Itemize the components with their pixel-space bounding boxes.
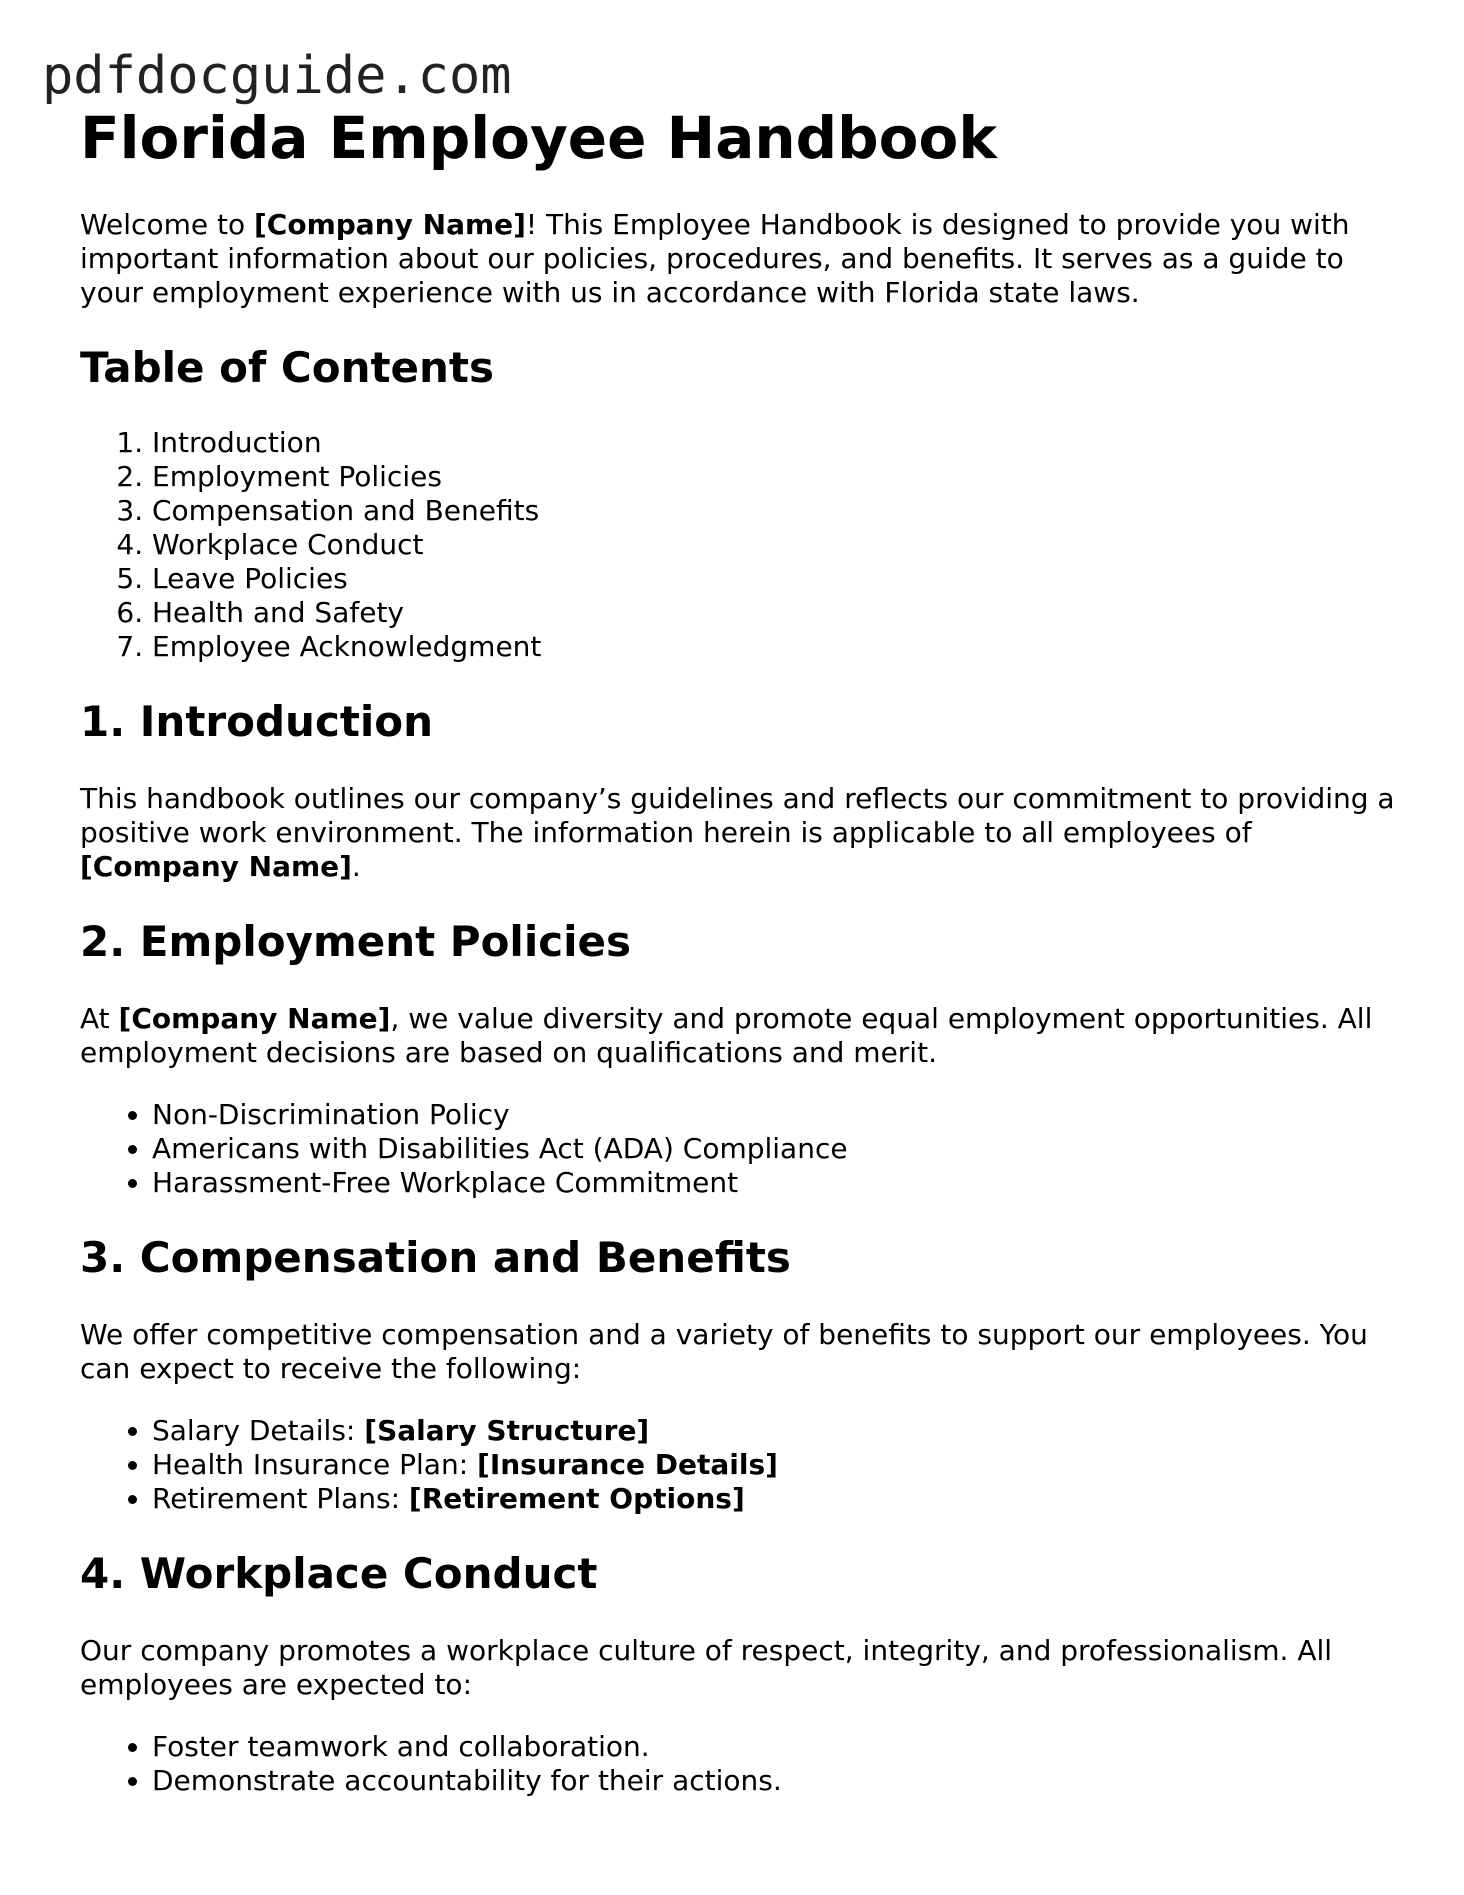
benefit-label: Health Insurance Plan:: [152, 1448, 478, 1481]
list-item: • Non-Discrimination Policy: [152, 1098, 1400, 1132]
insurance-placeholder: [Insurance Details]: [477, 1448, 778, 1481]
list-item: • Harassment-Free Workplace Commitment: [152, 1166, 1400, 1200]
intro-text-before: Welcome to: [80, 208, 254, 241]
benefits-list: [80, 1414, 1400, 1516]
section-introduction-text: This handbook outlines our company’s guidelines and reflects our commitment to providing a positive work environment. The information herein is applicable to all employees of: [80, 782, 1395, 849]
toc-item-leave-policies: 5. Leave Policies: [152, 562, 1400, 596]
employment-policies-list: [80, 1098, 1400, 1200]
intro-paragraph: [80, 208, 1400, 310]
salary-placeholder: [Salary Structure]: [364, 1414, 650, 1447]
toc-item-employee-acknowledgment: 7. Employee Acknowledgment: [152, 630, 1400, 664]
section-employment-policies-heading: 2. Employment Policies: [80, 917, 632, 966]
benefit-label: Salary Details:: [152, 1414, 365, 1447]
toc-item-health-safety: 6. Health and Safety: [152, 596, 1400, 630]
watermark: pdfdocguide.com: [42, 46, 512, 106]
company-name-placeholder: [Company Name]: [254, 208, 526, 241]
list-item: • Foster teamwork and collaboration.: [152, 1730, 1400, 1764]
list-item: • Demonstrate accountability for their actions.: [152, 1764, 1400, 1798]
list-item: [152, 1448, 1400, 1482]
toc-heading: Table of Contents: [80, 343, 495, 392]
section-compensation-heading: 3. Compensation and Benefits: [80, 1233, 791, 1282]
section-introduction-text-end: .: [351, 850, 361, 883]
section-employment-text-before: At: [80, 1002, 119, 1035]
company-name-placeholder: [Company Name]: [118, 1002, 391, 1035]
document-page: [80, 98, 1400, 1798]
retirement-placeholder: [Retirement Options]: [408, 1482, 745, 1515]
company-name-placeholder: [Company Name]: [80, 850, 352, 883]
toc-item-compensation-benefits: 3. Compensation and Benefits: [152, 494, 1400, 528]
list-item: [152, 1414, 1400, 1448]
toc-item-employment-policies: 2. Employment Policies: [152, 460, 1400, 494]
section-introduction-paragraph: [80, 782, 1400, 884]
section-workplace-conduct-paragraph: Our company promotes a workplace culture of respect, integrity, and professionalism. All employees are expected to:: [80, 1634, 1333, 1701]
list-item: [152, 1482, 1400, 1516]
section-workplace-conduct-heading: 4. Workplace Conduct: [80, 1549, 598, 1598]
list-item: • Americans with Disabilities Act (ADA) Compliance: [152, 1132, 1400, 1166]
benefit-label: Retirement Plans:: [152, 1482, 409, 1515]
section-introduction-heading: 1. Introduction: [80, 697, 434, 746]
section-compensation-paragraph: We offer competitive compensation and a variety of benefits to support our employees. You can expect to receive the following:: [80, 1318, 1368, 1385]
toc-item-introduction: 1. Introduction: [152, 426, 1400, 460]
intro-text-after: ! This Employee Handbook is designed to provide you with important information about our policies, procedures, and benefits. It serves as a guide to your employment experience with us in accordance with Florida state laws.: [80, 208, 1350, 309]
document-title: Florida Employee Handbook: [80, 104, 997, 172]
toc-item-workplace-conduct: 4. Workplace Conduct: [152, 528, 1400, 562]
section-employment-policies-paragraph: [80, 1002, 1400, 1070]
section-employment-text-after: , we value diversity and promote equal employment opportunities. All employment decisions are based on qualifications and merit.: [80, 1002, 1373, 1069]
conduct-list: [80, 1730, 1400, 1798]
toc-list: [80, 426, 1400, 664]
